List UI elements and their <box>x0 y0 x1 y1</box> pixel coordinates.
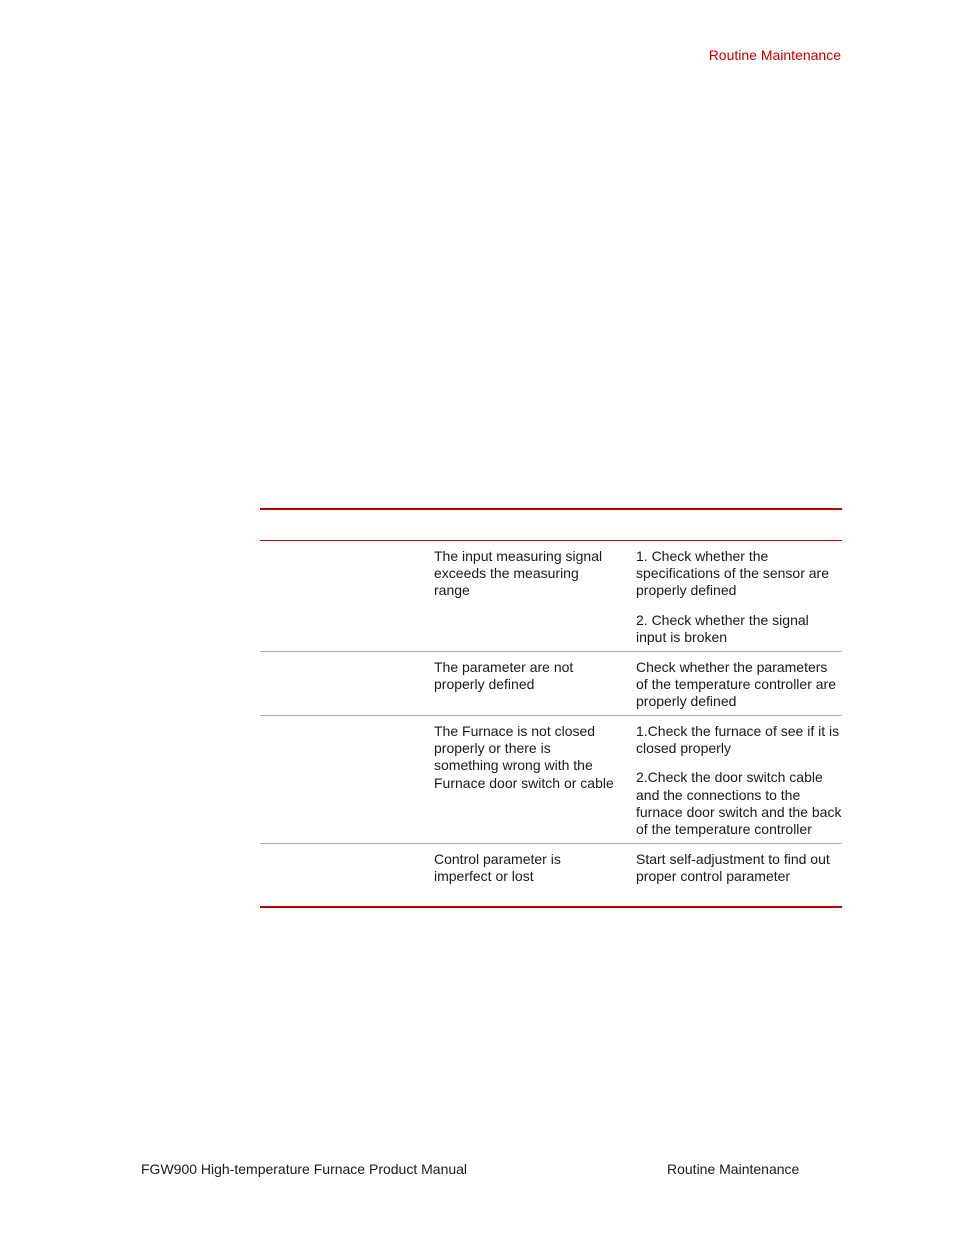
fault-cell <box>260 844 434 906</box>
fault-cell <box>260 541 434 651</box>
fault-cell <box>260 716 434 843</box>
solution-cell <box>626 716 842 843</box>
solution-cell <box>626 844 842 906</box>
troubleshooting-table <box>260 508 842 908</box>
table-header-row <box>260 510 842 541</box>
solution-text: Start self-adjustment to find out proper control parameter <box>636 851 830 885</box>
footer-manual-title: FGW900 High-temperature Furnace Product Manual <box>141 1161 468 1177</box>
table-row <box>260 844 842 908</box>
cause-cell: The Furnace is not closed properly or there is something wrong with the Furnace door switch or cable <box>434 723 614 791</box>
solution-text: 2.Check the door switch cable and the connections to the furnace door switch and the back of the temperature controller <box>636 769 842 838</box>
solution-text: 1. Check whether the specifications of the sensor are properly defined <box>636 548 829 599</box>
solution-cell <box>626 652 842 715</box>
fault-cell <box>260 652 434 715</box>
solution-text: Check whether the parameters of the temperature controller are properly defined <box>636 659 836 710</box>
cause-cell: Control parameter is imperfect or lost <box>434 851 561 885</box>
solution-cell <box>626 541 842 651</box>
table-row <box>260 652 842 716</box>
solution-text: 2. Check whether the signal input is broken <box>636 611 809 645</box>
footer-section-title: Routine Maintenance <box>667 1161 800 1177</box>
table-row <box>260 716 842 844</box>
cause-cell: The parameter are not properly defined <box>434 659 574 693</box>
cause-cell: The input measuring signal exceeds the measuring range <box>434 548 603 599</box>
solution-text: 1.Check the furnace of see if it is closed properly <box>636 723 840 757</box>
running-header: Routine Maintenance <box>708 47 841 63</box>
table-row <box>260 541 842 652</box>
